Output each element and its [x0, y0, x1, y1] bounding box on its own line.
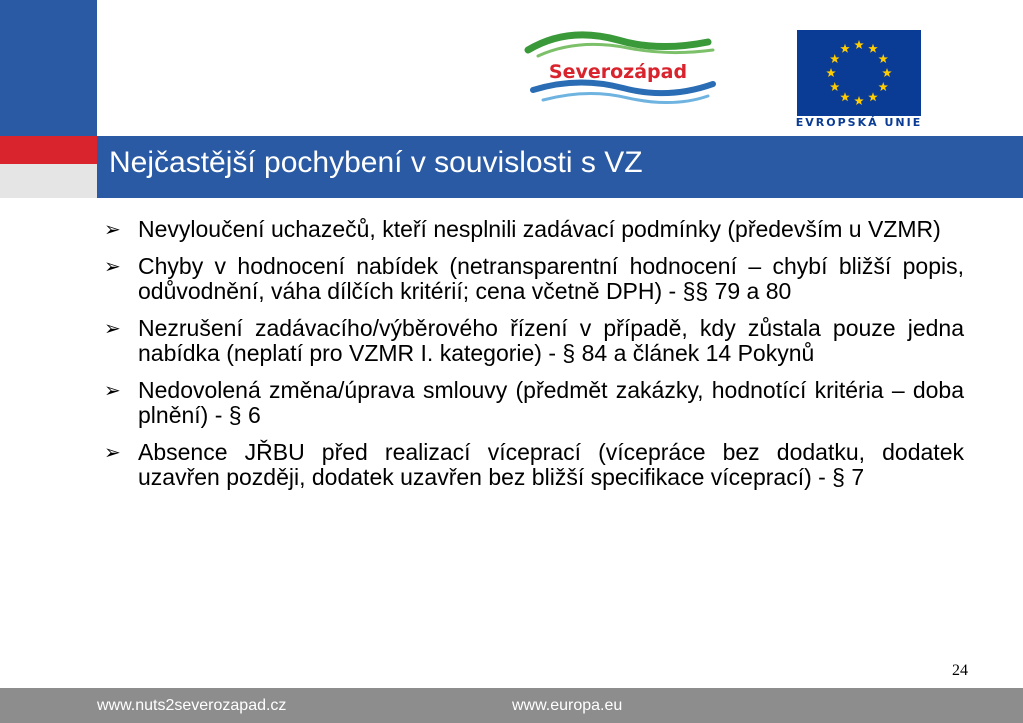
bullet-item: [104, 440, 964, 490]
bullet-item: [104, 378, 964, 428]
arrow-bullet-icon: ➢: [104, 217, 121, 241]
bullet-text: Absence JŘBU před realizací víceprací (vícepráce bez dodatku, dodatek uzavřen později, dodatek uzavřen bez bližší specifikace víceprací) - § 7: [138, 439, 964, 490]
bullet-item: [104, 316, 964, 366]
arrow-bullet-icon: ➢: [104, 254, 121, 278]
left-accent-strip-gray: [0, 164, 97, 198]
title-band: [97, 136, 1023, 198]
bullet-text: Chyby v hodnocení nabídek (netransparentní hodnocení – chybí bližší popis, odůvodnění, váha dílčích kritérií; cena včetně DPH) - §§ 79 a 80: [138, 253, 964, 304]
footer-link-nuts2[interactable]: www.nuts2severozapad.cz: [97, 697, 287, 714]
bullet-list: [104, 217, 964, 502]
left-accent-strip-red: [0, 136, 97, 164]
bullet-text: Nevyloučení uchazečů, kteří nesplnili zadávací podmínky (především u VZMR): [138, 216, 941, 242]
arrow-bullet-icon: ➢: [104, 316, 121, 340]
eu-label: EVROPSKÁ UNIE: [795, 116, 923, 129]
footer-link-europa[interactable]: www.europa.eu: [512, 697, 623, 714]
bullet-text: Nezrušení zadávacího/výběrového řízení v případě, kdy zůstala pouze jedna nabídka (neplatí pro VZMR I. kategorie) - § 84 a článek 14 Pokynů: [138, 315, 964, 366]
footer-bar: [0, 688, 1023, 723]
slide-title: Nejčastější pochybení v souvislosti s VZ: [109, 146, 643, 179]
eu-flag-icon: [797, 30, 921, 116]
arrow-bullet-icon: ➢: [104, 378, 121, 402]
severozapad-logo-text: Severozápad: [548, 61, 688, 83]
bullet-item: [104, 217, 964, 242]
bullet-text: Nedovolená změna/úprava smlouvy (předmět zakázky, hodnotící kritéria – doba plnění) - § 6: [138, 377, 964, 428]
bullet-item: [104, 254, 964, 304]
severozapad-logo: [508, 28, 728, 108]
page-number: 24: [952, 662, 968, 679]
left-accent-strip-blue: [0, 0, 97, 136]
arrow-bullet-icon: ➢: [104, 440, 121, 464]
